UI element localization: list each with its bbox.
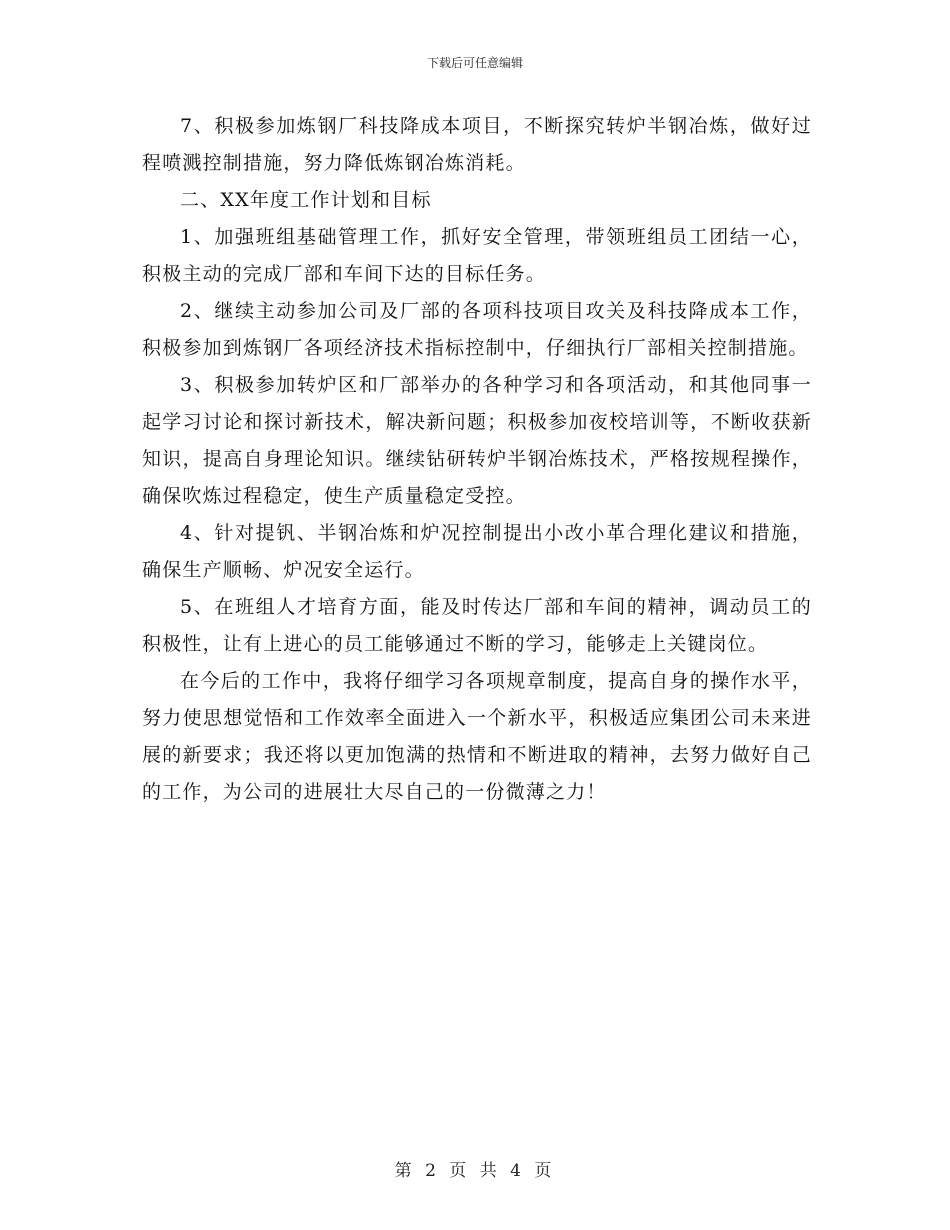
paragraph-plan-2: 2、继续主动参加公司及厂部的各项科技项目攻关及科技降成本工作，积极参加到炼钢厂各项经济技术指标控制中，仔细执行厂部相关控制措施。 [142, 300, 812, 359]
paragraph-item-7: 7、积极参加炼钢厂科技降成本项目，不断探究转炉半钢冶炼，做好过程喷溅控制措施，努力降低炼钢冶炼消耗。 [142, 115, 812, 174]
paragraph-conclusion: 在今后的工作中，我将仔细学习各项规章制度，提高自身的操作水平，努力使思想觉悟和工作效率全面进入一个新水平，积极适应集团公司未来进展的新要求；我还将以更加饱满的热情和不断进取的精神，去努力做好自己的工作，为公司的进展壮大尽自己的一份微薄之力！ [142, 670, 812, 803]
page-number-footer: 第 2 页 共 4 页 [394, 1161, 556, 1181]
paragraph-plan-4: 4、针对提钒、半钢冶炼和炉况控制提出小改小革合理化建议和措施，确保生产顺畅、炉况安全运行。 [142, 522, 812, 581]
paragraph-plan-1: 1、加强班组基础管理工作，抓好安全管理，带领班组员工团结一心，积极主动的完成厂部和车间下达的目标任务。 [142, 226, 812, 285]
paragraph-plan-5: 5、在班组人才培育方面，能及时传达厂部和车间的精神，调动员工的积极性，让有上进心的员工能够通过不断的学习，能够走上关键岗位。 [142, 596, 812, 655]
paragraph-plan-3: 3、积极参加转炉区和厂部举办的各种学习和各项活动，和其他同事一起学习讨论和探讨新技术，解决新问题；积极参加夜校培训等，不断收获新知识，提高自身理论知识。继续钻研转炉半钢冶炼技术，严格按规程操作，确保吹炼过程稳定，使生产质量稳定受控。 [142, 374, 812, 507]
header-note: 下载后可任意编辑 [426, 56, 523, 70]
body-text [142, 108, 812, 811]
section-heading-plan: 二、XX年度工作计划和目标 [180, 189, 432, 211]
